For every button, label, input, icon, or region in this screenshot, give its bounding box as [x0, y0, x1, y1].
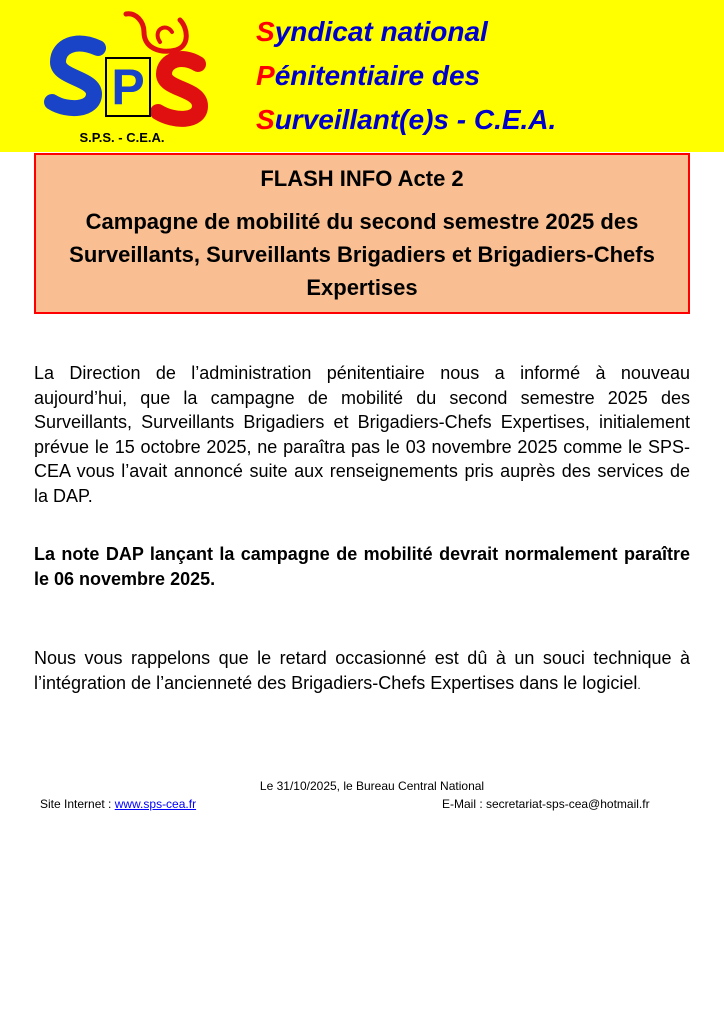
logo-caption: S.P.S. - C.E.A. — [79, 130, 165, 145]
paragraph-3 — [34, 646, 690, 697]
paragraph-2-bold: La note DAP lançant la campagne de mobilité devrait normalement paraître le 06 novembre 2025. — [34, 544, 690, 589]
org-line-1 — [256, 10, 716, 54]
org-text: yndicat national — [274, 16, 488, 47]
footer-site — [40, 796, 196, 812]
site-link[interactable]: www.sps-cea.fr — [114, 797, 197, 811]
org-name — [256, 10, 716, 142]
org-initial: S — [256, 104, 275, 135]
org-text: énitentiaire des — [274, 60, 481, 91]
flash-info-box — [34, 153, 690, 314]
site-label: Site Internet : — [40, 797, 115, 811]
paragraph-1: La Direction de l’administration pénitentiaire nous a informé à nouveau aujourd’hui, que la campagne de mobilité du second semestre 2025 des Surveillants, Surveillants Brigadiers et Brigadiers-Chefs Expertises, initialement prévue le 15 octobre 2025, ne paraîtra pas le 03 novembre 2025 comme le SPS-CEA vous l’avait annoncé suite aux renseignements pris auprès des services de la DAP. — [34, 363, 690, 506]
flash-subtitle: Campagne de mobilité du second semestre 2025 des Surveillants, Surveillants Brigadiers et Brigadiers-Chefs Expertises — [69, 209, 655, 300]
org-line-2 — [256, 54, 716, 98]
org-initial: P — [256, 60, 275, 91]
paragraph-3-end: . — [637, 677, 641, 692]
org-line-3 — [256, 98, 716, 142]
signature-line: Le 31/10/2025, le Bureau Central National — [259, 779, 485, 793]
paragraph-3-text: Nous vous rappelons que le retard occasionné est dû à un souci technique à l’intégration de l’ancienneté des Brigadiers-Chefs Expertises dans le logiciel — [34, 648, 690, 693]
flash-title: FLASH INFO Acte 2 — [260, 166, 464, 191]
org-initial: S — [256, 16, 275, 47]
org-text: urveillant(e)s - C.E.A. — [274, 104, 557, 135]
logo-letter-p: P — [111, 59, 145, 115]
footer-email: E-Mail : secretariat-sps-cea@hotmail.fr — [442, 797, 650, 811]
sps-logo — [40, 8, 230, 148]
